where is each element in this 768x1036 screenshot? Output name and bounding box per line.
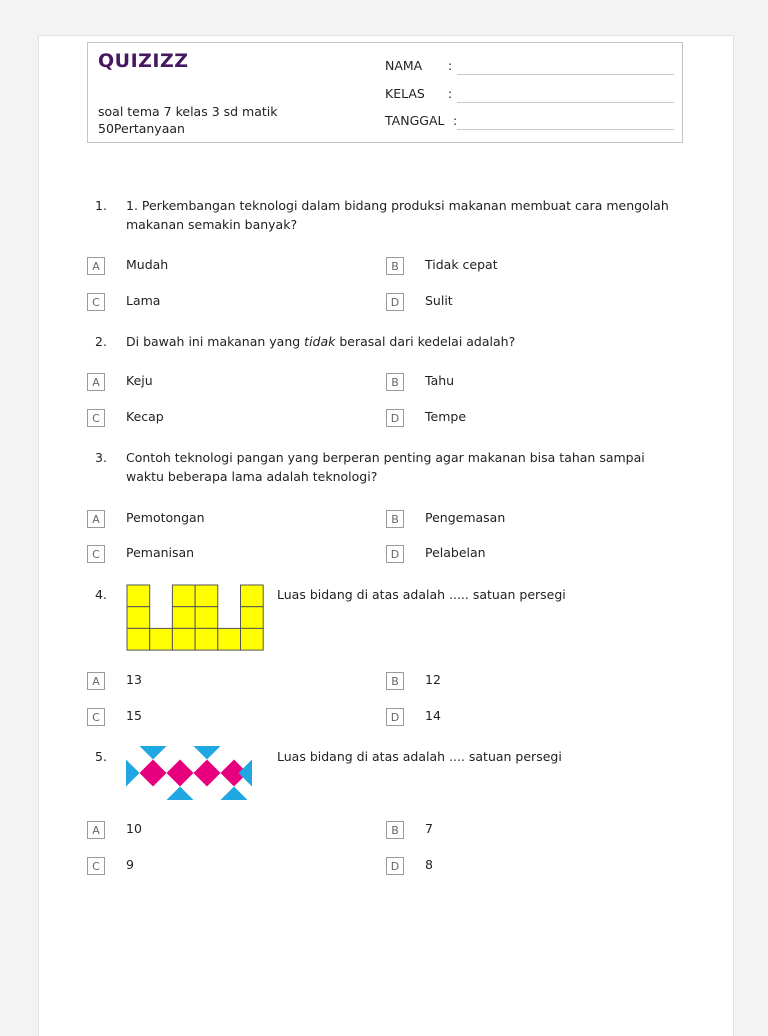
option-letter-box[interactable]: D bbox=[386, 857, 404, 875]
question-4-text: Luas bidang di atas adalah ..... satuan persegi bbox=[277, 587, 566, 602]
option-letter-box[interactable]: A bbox=[87, 821, 105, 839]
option-text: Tempe bbox=[425, 409, 467, 424]
date-line[interactable] bbox=[457, 129, 674, 130]
option-text: Pemanisan bbox=[126, 545, 195, 560]
option-letter-box[interactable]: C bbox=[87, 409, 105, 427]
date-label: TANGGAL bbox=[385, 113, 445, 128]
option-text: 9 bbox=[126, 857, 134, 872]
option-letter-box[interactable]: A bbox=[87, 672, 105, 690]
option-letter-box[interactable]: A bbox=[87, 257, 105, 275]
option-text: 10 bbox=[126, 821, 142, 836]
question-1-text: 1. Perkembangan teknologi dalam bidang produksi makanan membuat cara mengolah makanan semakin banyak? bbox=[126, 198, 669, 232]
grid-square bbox=[172, 585, 195, 607]
class-label: KELAS bbox=[385, 86, 425, 101]
question-1-number: 1. bbox=[95, 198, 107, 213]
grid-square bbox=[241, 628, 264, 650]
option-text: Lama bbox=[126, 293, 161, 308]
option-letter-box[interactable]: A bbox=[87, 373, 105, 391]
question-5-text: Luas bidang di atas adalah .... satuan persegi bbox=[277, 749, 562, 764]
option-text: Keju bbox=[126, 373, 153, 388]
quizizz-logo: QUIZIZZ bbox=[98, 50, 189, 72]
grid-square bbox=[195, 628, 218, 650]
option-letter-box[interactable]: D bbox=[386, 545, 404, 563]
option-text: Kecap bbox=[126, 409, 164, 424]
name-line[interactable] bbox=[457, 74, 674, 75]
option-letter-box[interactable]: C bbox=[87, 708, 105, 726]
class-colon: : bbox=[448, 86, 453, 101]
grid-square bbox=[218, 628, 241, 650]
option-letter-box[interactable]: D bbox=[386, 293, 404, 311]
question-3-text: Contoh teknologi pangan yang berperan penting agar makanan bisa tahan sampai waktu beberapa lama adalah teknologi? bbox=[126, 450, 645, 484]
question-count: 50Pertanyaan bbox=[98, 121, 185, 136]
option-text: Mudah bbox=[126, 257, 169, 272]
grid-square bbox=[195, 607, 218, 629]
question-5-number: 5. bbox=[95, 749, 107, 764]
triangle-shape bbox=[167, 787, 194, 801]
option-letter-box[interactable]: C bbox=[87, 545, 105, 563]
option-letter-box[interactable]: C bbox=[87, 857, 105, 875]
diamond-shape bbox=[140, 760, 167, 787]
quiz-title: soal tema 7 kelas 3 sd matik bbox=[98, 104, 278, 119]
option-text: 13 bbox=[126, 672, 142, 687]
option-text: 12 bbox=[425, 672, 441, 687]
question-4-number: 4. bbox=[95, 587, 107, 602]
option-text: Sulit bbox=[425, 293, 453, 308]
class-line[interactable] bbox=[457, 102, 674, 103]
option-letter-box[interactable]: D bbox=[386, 708, 404, 726]
grid-square bbox=[241, 607, 264, 629]
option-letter-box[interactable]: B bbox=[386, 672, 404, 690]
option-letter-box[interactable]: A bbox=[87, 510, 105, 528]
worksheet-page bbox=[38, 35, 734, 1036]
option-text: 15 bbox=[126, 708, 142, 723]
question-4-grid-figure bbox=[126, 584, 265, 651]
name-colon: : bbox=[448, 58, 453, 73]
option-text: Pemotongan bbox=[126, 510, 205, 525]
grid-square bbox=[127, 628, 150, 650]
option-letter-box[interactable]: B bbox=[386, 821, 404, 839]
grid-square bbox=[195, 585, 218, 607]
option-letter-box[interactable]: C bbox=[87, 293, 105, 311]
grid-square bbox=[172, 628, 195, 650]
question-2-emphasis: tidak bbox=[304, 334, 336, 349]
option-text: Pelabelan bbox=[425, 545, 486, 560]
question-2-text-before: Di bawah ini makanan yang bbox=[126, 334, 305, 349]
question-2-number: 2. bbox=[95, 334, 107, 349]
option-text: 7 bbox=[425, 821, 433, 836]
grid-square bbox=[172, 607, 195, 629]
question-2-text-after: berasal dari kedelai adalah? bbox=[335, 334, 516, 349]
name-label: NAMA bbox=[385, 58, 423, 73]
triangle-shape bbox=[239, 760, 253, 787]
triangle-shape bbox=[221, 787, 248, 801]
triangle-shape bbox=[140, 746, 167, 760]
grid-square bbox=[241, 585, 264, 607]
grid-square bbox=[127, 585, 150, 607]
worksheet-header bbox=[87, 42, 683, 143]
option-letter-box[interactable]: B bbox=[386, 257, 404, 275]
grid-square bbox=[150, 628, 173, 650]
option-text: Tidak cepat bbox=[425, 257, 498, 272]
date-colon: : bbox=[453, 113, 458, 128]
question-5-diamond-figure bbox=[126, 746, 252, 800]
option-text: Pengemasan bbox=[425, 510, 506, 525]
triangle-shape bbox=[126, 760, 140, 787]
grid-square bbox=[127, 607, 150, 629]
question-3-number: 3. bbox=[95, 450, 107, 465]
option-text: Tahu bbox=[425, 373, 455, 388]
option-letter-box[interactable]: D bbox=[386, 409, 404, 427]
question-2-text bbox=[126, 332, 686, 351]
option-text: 8 bbox=[425, 857, 433, 872]
diamond-shape bbox=[194, 760, 221, 787]
option-letter-box[interactable]: B bbox=[386, 510, 404, 528]
triangle-shape bbox=[194, 746, 221, 760]
option-letter-box[interactable]: B bbox=[386, 373, 404, 391]
option-text: 14 bbox=[425, 708, 441, 723]
diamond-shape bbox=[167, 760, 194, 787]
